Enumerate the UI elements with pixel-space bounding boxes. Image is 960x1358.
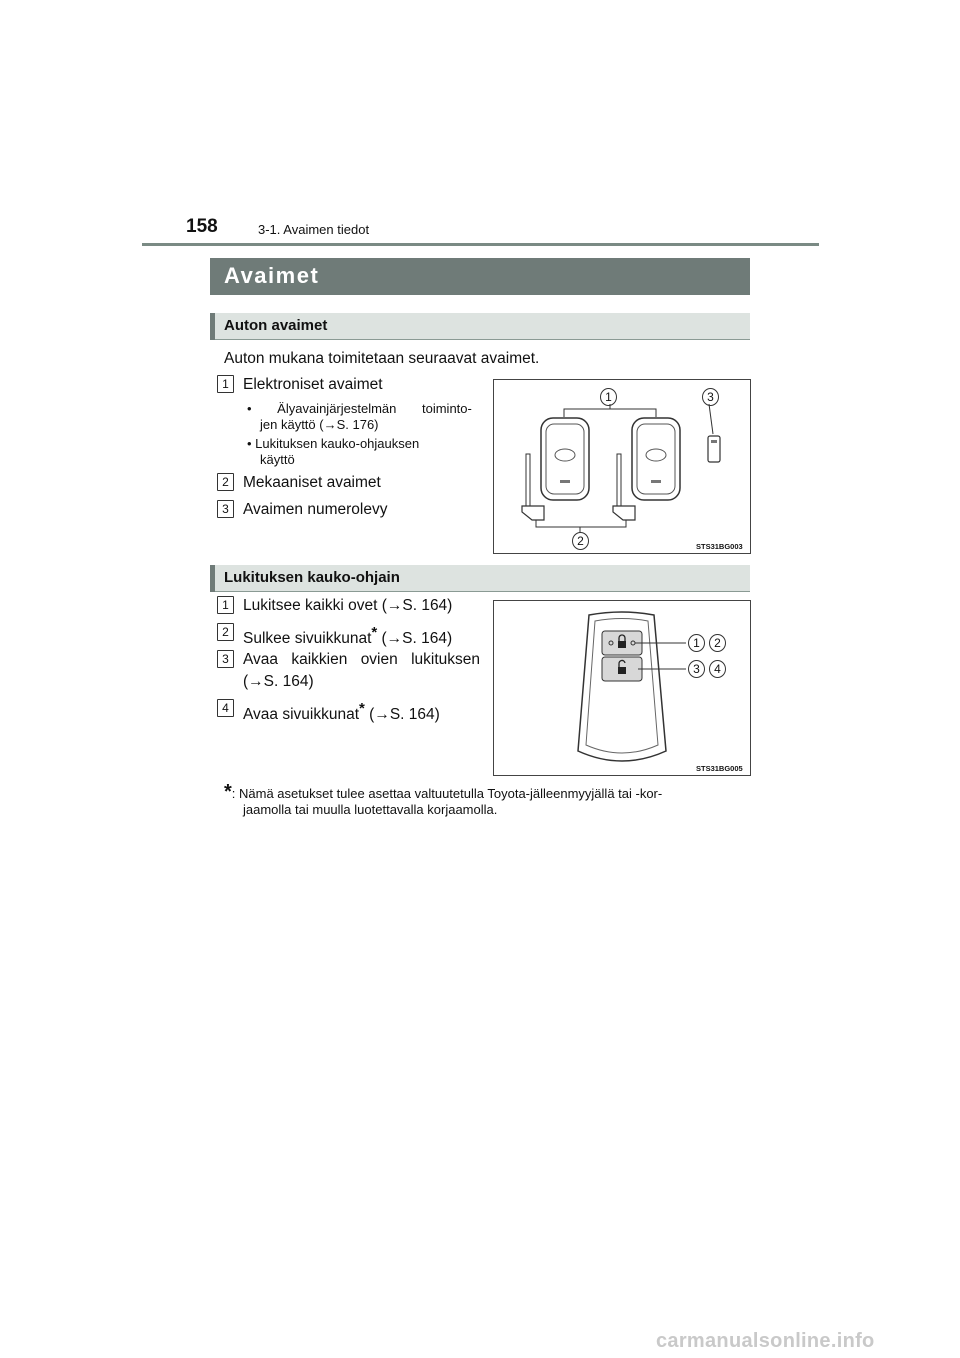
item-label: (→S. 164) [243, 673, 314, 690]
remote-illustration [494, 601, 750, 775]
item-label: Avaa sivuikkunat* (→S. 164) [243, 700, 440, 724]
item-label: Sulkee sivuikkunat* (→S. 164) [243, 624, 453, 648]
section-heading-label: Auton avaimet [224, 317, 328, 334]
figure-code: STS31BG005 [696, 764, 743, 773]
bullet-line: jen käyttö (→S. 176) [260, 417, 379, 432]
callout-number: 3 [702, 388, 719, 406]
bullet-line: • Lukituksen kauko-ohjauksen [247, 436, 420, 451]
callout-number: 4 [709, 660, 726, 678]
callout-number: 1 [217, 375, 234, 393]
chapter-title: 3-1. Avaimen tiedot [258, 222, 370, 237]
callout-number: 2 [217, 623, 234, 641]
section-heading-label: Lukituksen kauko-ohjain [224, 569, 400, 586]
remote-key-icon [578, 612, 666, 761]
item-label: Mekaaniset avaimet [243, 474, 381, 491]
remote-figure [493, 600, 751, 776]
section-heading-keys [210, 313, 750, 340]
electronic-key-icon [541, 418, 589, 500]
page-title: Avaimet [224, 263, 320, 288]
footnote: *: Nämä asetukset tulee asettaa valtuutetulla Toyota-jälleenmyyjällä tai -kor- [224, 781, 663, 803]
bullet-line: käyttö [260, 452, 295, 467]
bullet-line: • Älyavainjärjestelmän toiminto- [247, 401, 472, 416]
callout-number: 1 [688, 634, 705, 652]
figure-code: STS31BG003 [696, 542, 743, 551]
keys-illustration [494, 380, 750, 553]
page-number: 158 [186, 216, 218, 237]
callout-number: 1 [600, 388, 617, 406]
section-heading-remote [210, 565, 750, 592]
electronic-key-icon [632, 418, 680, 500]
item-label: Avaimen numerolevy [243, 501, 388, 518]
item-label: Lukitsee kaikki ovet (→S. 164) [243, 597, 453, 614]
header-rule [142, 243, 819, 246]
callout-number: 1 [217, 596, 234, 614]
callout-number: 3 [217, 500, 234, 518]
callout-number: 4 [217, 699, 234, 717]
footnote-continued: jaamolla tai muulla luotettavalla korjaamolla. [243, 802, 498, 817]
item-label: Elektroniset avaimet [243, 376, 383, 393]
item-label: Avaa kaikkien ovien lukituksen [243, 651, 480, 668]
watermark: carmanualsonline.info [656, 1330, 875, 1352]
callout-number: 2 [709, 634, 726, 652]
keys-figure [493, 379, 751, 554]
key-number-plate-icon [708, 436, 720, 462]
callout-number: 3 [688, 660, 705, 678]
callout-number: 2 [217, 473, 234, 491]
callout-number: 3 [217, 650, 234, 668]
page-title-bar [210, 258, 750, 295]
intro-text: Auton mukana toimitetaan seuraavat avaimet. [224, 350, 540, 367]
callout-number: 2 [572, 532, 589, 550]
